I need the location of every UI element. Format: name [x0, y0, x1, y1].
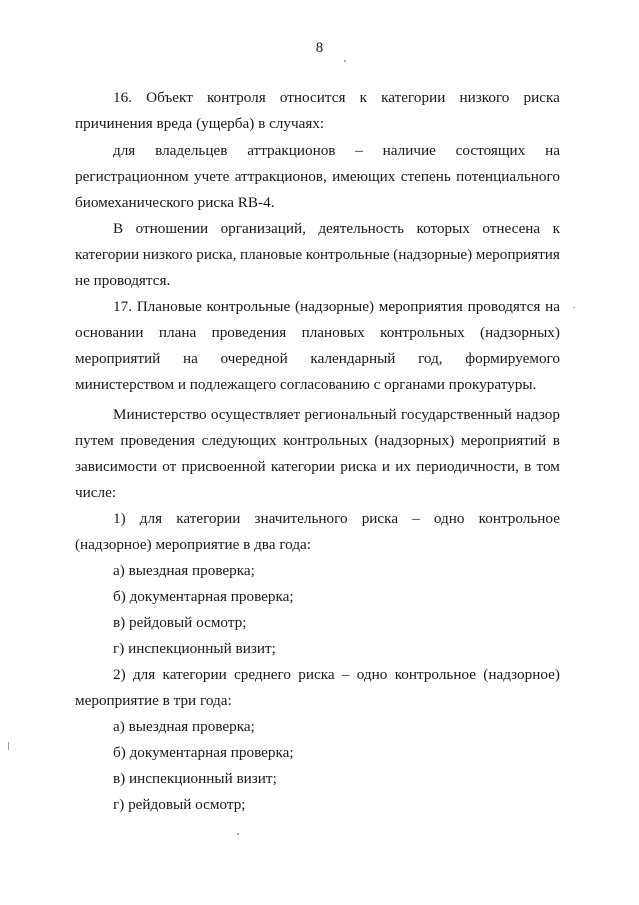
page-number: 8	[315, 40, 324, 56]
text-line	[113, 88, 560, 108]
word: проведения	[211, 324, 287, 341]
word: состоящих	[455, 142, 526, 159]
word: на	[545, 298, 560, 315]
word: государственный	[400, 406, 512, 423]
word: к	[552, 220, 560, 237]
word: в	[524, 458, 532, 475]
list-item	[113, 769, 277, 789]
word: деятельность	[318, 220, 405, 237]
word: г) инспекционный визит;	[113, 640, 276, 657]
word: В	[113, 220, 124, 237]
text-line	[113, 297, 560, 317]
word: зависимости	[75, 458, 157, 475]
list-item	[113, 613, 246, 633]
word: 16.	[113, 89, 132, 106]
word: и	[381, 458, 391, 475]
word: для	[132, 666, 156, 683]
word: отношении	[135, 220, 209, 237]
text-line	[113, 405, 560, 425]
word: значительного	[254, 510, 348, 527]
word: (надзорное) мероприятие в два года:	[75, 536, 312, 553]
word: среднего	[234, 666, 291, 683]
list-item	[113, 795, 246, 815]
word: их	[395, 458, 411, 475]
text-line	[113, 219, 560, 239]
word: плановые	[239, 246, 303, 263]
word: (надзорное)	[483, 666, 560, 683]
word: –	[341, 666, 350, 683]
word: б) документарная проверка;	[113, 744, 294, 761]
word: в	[552, 432, 560, 449]
word: мероприятие в три года:	[75, 692, 232, 709]
text-line	[75, 375, 536, 395]
word: основании	[75, 324, 144, 341]
word: проведения	[120, 432, 195, 449]
word: от	[162, 458, 177, 475]
word: наличие	[382, 142, 436, 159]
word: категории	[381, 89, 446, 106]
word: 17.	[113, 298, 132, 315]
word: проводятся	[467, 298, 541, 315]
word: а) выездная проверка;	[113, 718, 255, 735]
word: регистрационном	[75, 168, 189, 185]
word: категории	[75, 246, 140, 263]
word: региональный	[304, 406, 397, 423]
word: очередной	[220, 350, 288, 367]
word: не проводятся.	[75, 272, 171, 289]
word: числе:	[75, 484, 117, 501]
scan-speck	[237, 833, 239, 835]
word: риска	[298, 666, 335, 683]
text-line	[75, 349, 560, 369]
word: контроля	[207, 89, 266, 106]
word: для	[113, 142, 136, 159]
text-line	[75, 691, 232, 711]
text-line	[75, 271, 170, 291]
word: формируемого	[465, 350, 560, 367]
word: (надзорных)	[480, 324, 560, 341]
word: категории	[162, 666, 227, 683]
word: организаций,	[220, 220, 306, 237]
word: категории	[176, 510, 241, 527]
scan-speck	[8, 742, 9, 750]
word: том	[536, 458, 560, 475]
list-item	[113, 587, 294, 607]
word: а) выездная проверка;	[113, 562, 255, 579]
word: одно	[356, 666, 388, 683]
word: б) документарная проверка;	[113, 588, 294, 605]
word: одно	[433, 510, 465, 527]
word: (надзорные)	[294, 298, 375, 315]
word: отнесена	[482, 220, 541, 237]
word: (надзорные)	[393, 246, 473, 263]
text-line	[75, 167, 560, 187]
word: относится	[279, 89, 346, 106]
word: причинения вреда (ущерба) в случаях:	[75, 115, 325, 132]
word: мероприятия	[378, 298, 463, 315]
word: потенциального	[456, 168, 560, 185]
word: в) рейдовый осмотр;	[113, 614, 247, 631]
word: аттракционов	[247, 142, 336, 159]
word: степень	[400, 168, 451, 185]
word: риска,	[196, 246, 237, 263]
word: календарный	[310, 350, 396, 367]
word: контрольных	[380, 324, 465, 341]
word: учете	[193, 168, 230, 185]
word: год,	[418, 350, 443, 367]
text-line	[75, 323, 560, 343]
word: –	[412, 510, 420, 527]
list-item	[113, 717, 255, 737]
word: аттракционов,	[234, 168, 327, 185]
word: контрольные	[305, 246, 390, 263]
word: осуществляет	[210, 406, 301, 423]
word: мероприятий	[75, 350, 161, 367]
word: министерством и подлежащего согласованию с органами прокуратуры.	[75, 376, 537, 393]
list-item	[113, 561, 255, 581]
word: на	[545, 142, 560, 159]
word: риска	[340, 458, 377, 475]
text-line	[113, 509, 560, 529]
word: надзор	[516, 406, 560, 423]
word: Министерство	[113, 406, 207, 423]
word: к	[359, 89, 367, 106]
word: присвоенной	[181, 458, 266, 475]
word: риска	[361, 510, 399, 527]
text-line	[75, 483, 116, 503]
text-line	[75, 114, 324, 134]
word: в) инспекционный визит;	[113, 770, 277, 787]
text-line	[113, 141, 560, 161]
list-item	[113, 639, 276, 659]
word: (надзорных)	[374, 432, 455, 449]
word: плановых	[301, 324, 365, 341]
text-line	[75, 431, 560, 451]
word: путем	[75, 432, 114, 449]
text-line	[113, 665, 560, 685]
word: Объект	[146, 89, 193, 106]
word: имеющих	[332, 168, 396, 185]
word: следующих	[201, 432, 277, 449]
word: для	[139, 510, 163, 527]
word: плана	[158, 324, 197, 341]
word: контрольное	[394, 666, 476, 683]
scan-speck	[573, 307, 575, 308]
word: владельцев	[155, 142, 228, 159]
word: биомеханического риска RB-4.	[75, 194, 275, 211]
word: –	[355, 142, 363, 159]
word: которых	[416, 220, 470, 237]
word: низкого	[142, 246, 193, 263]
scan-speck	[344, 60, 346, 62]
word: контрольных	[283, 432, 368, 449]
word: контрольное	[478, 510, 560, 527]
text-line	[75, 245, 560, 265]
word: Плановые	[136, 298, 202, 315]
word: г) рейдовый осмотр;	[113, 796, 246, 813]
word: контрольные	[206, 298, 291, 315]
text-line	[75, 457, 560, 477]
word: риска	[523, 89, 560, 106]
word: 2)	[113, 666, 126, 683]
word: на	[182, 350, 198, 367]
word: мероприятия	[475, 246, 560, 263]
word: низкого	[459, 89, 510, 106]
word: 1)	[113, 510, 126, 527]
text-line	[75, 193, 275, 213]
word: мероприятий	[460, 432, 547, 449]
list-item	[113, 743, 294, 763]
word: категории	[270, 458, 336, 475]
text-line	[75, 535, 311, 555]
word: периодичности,	[416, 458, 519, 475]
